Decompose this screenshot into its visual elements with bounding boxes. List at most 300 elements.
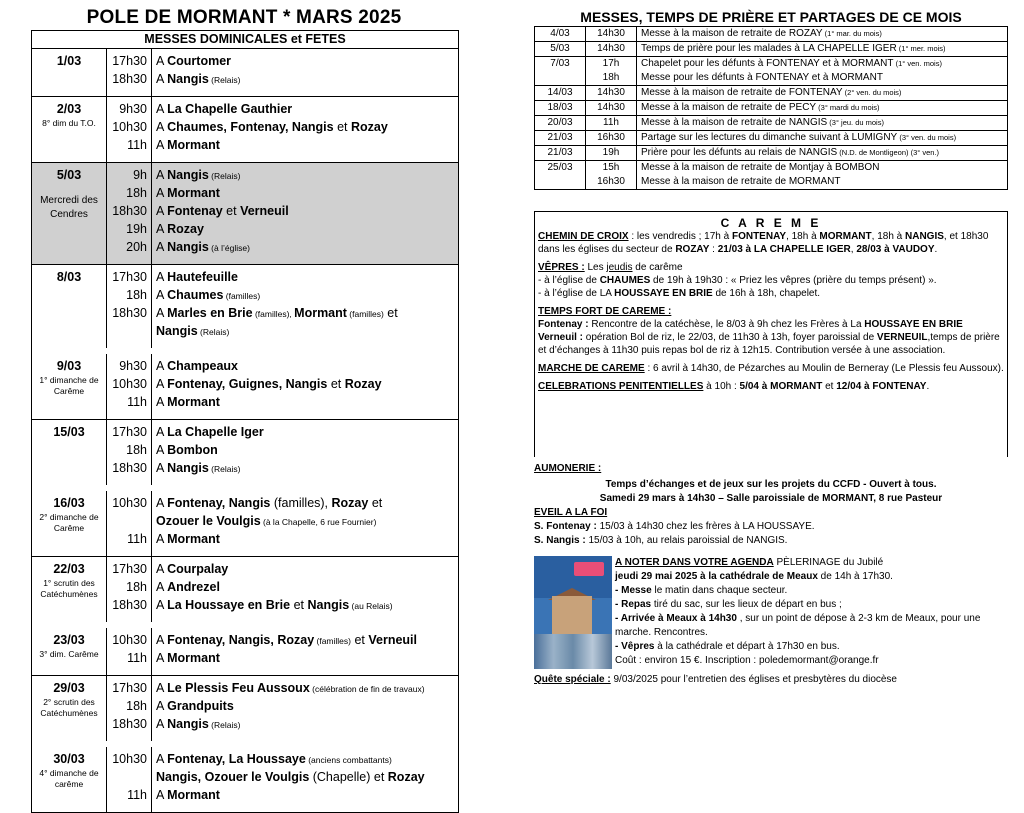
temps-fort-label: TEMPS FORT DE CAREME : — [538, 306, 672, 317]
mass-time: 18h30 — [112, 306, 147, 320]
mass-text: A — [156, 359, 168, 373]
mass-text: (Relais) — [197, 327, 230, 337]
mass-time: 18h30 — [112, 72, 147, 86]
event-row — [535, 175, 1008, 190]
agenda-items — [615, 584, 1008, 654]
mass-text: A — [156, 752, 168, 766]
mass-text: et — [383, 306, 398, 320]
eveil-label: EVEIL A LA FOI — [534, 507, 608, 518]
mass-location — [156, 649, 458, 667]
event-date: 21/03 — [535, 131, 586, 146]
mass-cell — [152, 491, 458, 556]
event-frequency: (3° ven. du mois) — [897, 133, 957, 142]
event-date: 20/03 — [535, 116, 586, 131]
date-note: 1° scrutin des Catéchumènes — [40, 578, 98, 599]
tf-fontenay-label: Fontenay : — [538, 319, 589, 330]
mass-location — [156, 750, 458, 768]
mass-text: Le Plessis Feu Aussoux — [167, 681, 310, 695]
mass-text: Fontenay, Guignes, Nangis — [167, 377, 328, 391]
event-time: 14h30 — [586, 42, 637, 57]
event-date: 25/03 — [535, 161, 586, 176]
mass-text: A — [156, 72, 168, 86]
date-number: 22/03 — [53, 562, 85, 576]
time-cell — [107, 491, 152, 556]
date-note: 8° dim du T.O. — [42, 118, 96, 128]
mass-time: 10h30 — [112, 633, 147, 647]
mass-text: Verneuil — [368, 633, 417, 647]
time-cell — [107, 557, 152, 622]
event-row — [535, 71, 1008, 86]
event-time: 14h30 — [586, 101, 637, 116]
mass-text: A — [156, 306, 168, 320]
mass-text: (Relais) — [208, 75, 241, 85]
mass-text: (Relais) — [208, 464, 241, 474]
agenda-label-b: PÈLERINAGE du Jubilé — [773, 557, 884, 568]
mass-location — [156, 202, 458, 220]
mass-text: (à la Chapelle, 6 rue Fournier) — [260, 517, 377, 527]
mass-text: A — [156, 120, 168, 134]
time-cell — [107, 49, 152, 96]
event-frequency: (2° ven. du mois) — [842, 88, 902, 97]
mass-cell — [152, 420, 458, 485]
mass-text: A — [156, 717, 168, 731]
mass-text: Nangis, Ozouer le Voulgis — [156, 770, 310, 784]
mass-text: et — [333, 120, 351, 134]
mass-text: A — [156, 288, 168, 302]
event-time: 19h — [586, 146, 637, 161]
mass-location — [156, 220, 458, 238]
mass-text: Ozouer le Voulgis — [156, 514, 261, 528]
mass-text: Fontenay — [167, 204, 223, 218]
event-description — [637, 42, 1008, 57]
celebrations — [538, 380, 1004, 393]
page-title: POLE DE MORMANT * MARS 2025 — [86, 7, 402, 28]
mass-text: A — [156, 443, 168, 457]
vepres — [538, 261, 1004, 300]
event-text: Partage sur les lectures du dimanche suivant à LUMIGNY — [641, 132, 898, 143]
date-note: 3° dim. Carême — [39, 649, 99, 659]
aumonerie-label: AUMONERIE : — [534, 463, 602, 474]
mass-text: A — [156, 102, 168, 116]
agenda-item-text: , sur un point de dépose à 2-3 km de Meaux, pour une marche. Rencontres. — [615, 613, 981, 638]
mass-text: Mormant — [167, 395, 220, 409]
date-number: 23/03 — [53, 633, 85, 647]
event-date — [535, 71, 586, 86]
mass-location — [156, 679, 458, 697]
mass-time: 18h — [126, 580, 147, 594]
event-date: 7/03 — [535, 57, 586, 72]
mass-cell — [152, 49, 458, 96]
mass-time: 11h — [127, 651, 147, 665]
date-cell — [32, 49, 107, 96]
mass-cell — [152, 557, 458, 622]
mass-location — [156, 512, 458, 530]
mass-text: La Chapelle Iger — [167, 425, 264, 439]
left-column — [31, 6, 459, 813]
mass-text: Courpalay — [167, 562, 229, 576]
mass-text: Hautefeuille — [167, 270, 238, 284]
mass-time: 18h30 — [112, 717, 147, 731]
agenda-item — [615, 612, 1008, 640]
event-description — [637, 101, 1008, 116]
mass-text: A — [156, 633, 168, 647]
mass-text: A — [156, 240, 168, 254]
event-frequency: (1° ven. mois) — [893, 59, 942, 68]
mass-location — [156, 631, 458, 649]
agenda-label: A NOTER DANS VOTRE AGENDA — [615, 557, 774, 568]
mass-text: et — [368, 496, 383, 510]
mass-text: A — [156, 788, 168, 802]
mass-location — [156, 596, 458, 614]
masses-table — [31, 30, 459, 813]
eveil-fontenay-text: 15/03 à 14h30 chez les frères à LA HOUSSAYE. — [596, 521, 815, 532]
date-cell — [32, 676, 107, 741]
masses-groups — [32, 49, 458, 812]
mass-cell — [152, 97, 458, 162]
mass-location — [156, 268, 458, 286]
mass-time: 11h — [127, 788, 147, 802]
event-text: Messe pour les défunts à FONTENAY et à MORMANT — [641, 72, 883, 83]
date-group — [32, 741, 458, 812]
date-cell — [32, 354, 107, 419]
mass-text: Fontenay, Nangis — [167, 496, 271, 510]
careme-box — [534, 211, 1008, 457]
date-note: 2° scrutin des Catéchumènes — [40, 697, 98, 718]
agenda-item-label: - Repas — [615, 599, 652, 610]
mass-location — [156, 52, 458, 70]
event-text: Messe à la maison de retraite de ROZAY — [641, 28, 823, 39]
event-description — [637, 175, 1008, 190]
agenda-item-text: tiré du sac, sur les lieux de départ en bus ; — [651, 599, 842, 610]
date-number: 30/03 — [53, 752, 85, 766]
time-cell — [107, 97, 152, 162]
vepres-line-1: - à l’église de CHAUMES de 19h à 19h30 : « Priez les vêpres (prière du temps présent) ». — [538, 275, 937, 286]
eveil-nangis-text: 15/03 à 10h, au relais paroissial de NANGIS. — [585, 535, 788, 546]
tf-verneuil-text: opération Bol de riz, le 22/03, de 11h30 à 13h, foyer paroissial de VERNEUIL,temps de prière et d’échanges à 11h30 puis repas bol de riz à 12h15. Contribution versée à une association. — [538, 332, 1000, 356]
mass-text: (familles) — [314, 636, 351, 646]
event-row — [535, 161, 1008, 176]
mass-text: (Relais) — [208, 720, 241, 730]
date-group — [32, 622, 458, 676]
event-date — [535, 175, 586, 190]
mass-time: 17h30 — [112, 681, 147, 695]
event-time: 14h30 — [586, 27, 637, 42]
mass-location — [156, 494, 458, 512]
chemin-label: CHEMIN DE CROIX — [538, 231, 629, 242]
eveil-fontenay-label: S. Fontenay : — [534, 521, 597, 532]
mass-text: (au Relais) — [349, 601, 393, 611]
mass-location — [156, 184, 458, 202]
mass-text: A — [156, 562, 168, 576]
mass-location — [156, 530, 458, 548]
quete-text: 9/03/2025 pour l’entretien des églises et presbytères du diocèse — [610, 674, 897, 685]
mass-location — [156, 375, 458, 393]
event-description — [637, 71, 1008, 86]
date-note: 2° dimanche de Carême — [39, 512, 99, 533]
event-frequency: (N.D. de Montligeon) (3° ven.) — [837, 148, 940, 157]
mass-text: Chaumes, Fontenay, Nangis — [167, 120, 334, 134]
mass-time: 11h — [127, 395, 147, 409]
date-number: 15/03 — [53, 425, 85, 439]
event-text: Messe à la maison de retraite de Montjay à BOMBON — [641, 162, 880, 173]
event-row — [535, 146, 1008, 161]
mass-time: 10h30 — [112, 377, 147, 391]
mass-text: Grandpuits — [167, 699, 234, 713]
agenda-date: jeudi 29 mai 2025 à la cathédrale de Meaux — [615, 571, 818, 582]
mass-text: (anciens combattants) — [305, 755, 392, 765]
event-row — [535, 116, 1008, 131]
agenda-item — [615, 640, 1008, 654]
mass-text: A — [156, 425, 168, 439]
date-note: Mercredi des Cendres — [40, 195, 98, 220]
agenda-item — [615, 584, 1008, 598]
temps-fort — [538, 305, 1004, 357]
mass-time: 9h30 — [119, 359, 147, 373]
mass-time: 11h — [127, 532, 147, 546]
event-description — [637, 131, 1008, 146]
mass-text: Rozay — [344, 377, 382, 391]
event-description — [637, 116, 1008, 131]
mass-location — [156, 286, 458, 304]
mass-text: (familles) — [223, 291, 261, 301]
mass-text: A — [156, 204, 168, 218]
event-row — [535, 86, 1008, 101]
mass-text: La Houssaye en Brie — [167, 598, 291, 612]
mass-text: Fontenay, La Houssaye — [167, 752, 306, 766]
mass-text: et — [350, 633, 369, 647]
vepres-label: VÊPRES : — [538, 262, 585, 273]
mass-location — [156, 238, 458, 256]
mass-text: Mormant — [167, 138, 220, 152]
pilgrimage-poster-image — [534, 556, 612, 669]
mass-time — [107, 322, 151, 340]
mass-location — [156, 393, 458, 411]
mass-text: (familles), — [252, 309, 295, 319]
celebrations-label: CELEBRATIONS PENITENTIELLES — [538, 381, 704, 392]
mass-time: 10h30 — [112, 752, 147, 766]
time-cell — [107, 676, 152, 741]
marche-text: : 6 avril à 14h30, de Pézarches au Moulin de Berneray (Le Plessis feu Aussoux). — [644, 363, 1004, 374]
mass-location — [156, 459, 458, 477]
event-frequency: (3° mardi du mois) — [816, 103, 880, 112]
agenda-block — [534, 556, 1008, 669]
time-cell — [107, 628, 152, 675]
mass-text: Champeaux — [167, 359, 238, 373]
event-row — [535, 131, 1008, 146]
mass-time: 17h30 — [112, 562, 147, 576]
mass-text: Mormant — [294, 306, 347, 320]
date-number: 1/03 — [56, 54, 82, 68]
event-date: 5/03 — [535, 42, 586, 57]
mass-location — [156, 423, 458, 441]
mass-location — [156, 697, 458, 715]
mass-location — [156, 136, 458, 154]
agenda-item-label: - Vêpres — [615, 641, 655, 652]
date-number: 29/03 — [53, 681, 85, 695]
mass-cell — [152, 676, 458, 741]
events-title: MESSES, TEMPS DE PRIÈRE ET PARTAGES DE CE MOIS — [580, 9, 962, 25]
event-time: 14h30 — [586, 86, 637, 101]
mass-location — [156, 560, 458, 578]
mass-text: Marles en Brie — [167, 306, 253, 320]
time-cell — [107, 420, 152, 485]
event-date: 14/03 — [535, 86, 586, 101]
celebrations-text: à 10h : 5/04 à MORMANT et 12/04 à FONTENAY. — [703, 381, 930, 392]
mass-time: 20h — [126, 240, 147, 254]
date-number: 9/03 — [56, 359, 82, 373]
mass-text: Fontenay, Nangis, Rozay — [167, 633, 315, 647]
mass-text: Rozay — [167, 222, 204, 236]
mass-text: A — [156, 496, 168, 510]
event-time: 16h30 — [586, 131, 637, 146]
mass-location — [156, 304, 458, 322]
mass-text: Nangis — [167, 168, 209, 182]
quete-label: Quête spéciale : — [534, 674, 611, 685]
event-time: 18h — [586, 71, 637, 86]
date-group — [32, 420, 458, 485]
mass-text: Chaumes — [167, 288, 224, 302]
mass-location — [156, 578, 458, 596]
mass-text: Mormant — [167, 788, 220, 802]
aumonerie-line-2: Samedi 29 mars à 14h30 – Salle paroissiale de MORMANT, 8 rue Pasteur — [599, 493, 943, 504]
mass-text: Andrezel — [167, 580, 220, 594]
date-cell — [32, 491, 107, 556]
mass-text: et — [327, 377, 345, 391]
date-cell — [32, 628, 107, 675]
mass-text: La Chapelle Gauthier — [167, 102, 293, 116]
time-cell — [107, 747, 152, 812]
mass-text: Mormant — [167, 532, 220, 546]
date-group — [32, 97, 458, 163]
event-description — [637, 161, 1008, 176]
mass-text: Nangis — [307, 598, 350, 612]
event-text: Messe à la maison de retraite de NANGIS — [641, 117, 828, 128]
mass-text: Rozay — [350, 120, 388, 134]
event-row — [535, 27, 1008, 42]
date-group — [32, 348, 458, 420]
date-number: 16/03 — [53, 496, 85, 510]
mass-text: A — [156, 395, 168, 409]
date-cell — [32, 420, 107, 485]
mass-time: 17h30 — [112, 270, 147, 284]
mass-text: Rozay — [387, 770, 425, 784]
vepres-a: Les — [584, 262, 607, 273]
mass-text: A — [156, 54, 168, 68]
mass-text: A — [156, 598, 168, 612]
vepres-b: de carême — [632, 262, 683, 273]
mass-text: Nangis — [167, 240, 209, 254]
mass-location — [156, 715, 458, 733]
mass-location — [156, 357, 458, 375]
event-text: Temps de prière pour les malades à LA CHAPELLE IGER — [641, 43, 897, 54]
agenda-item-label: - Arrivée à Meaux à 14h30 — [615, 613, 737, 624]
mass-location — [156, 441, 458, 459]
date-group — [32, 485, 458, 557]
date-note: 4° dimanche de carême — [39, 768, 99, 789]
mass-time: 18h30 — [112, 598, 147, 612]
mass-text: A — [156, 138, 168, 152]
mass-text: Rozay — [331, 496, 369, 510]
mass-location — [156, 100, 458, 118]
mass-location — [156, 118, 458, 136]
mass-text: (célébration de fin de travaux) — [309, 684, 425, 694]
event-time: 15h — [586, 161, 637, 176]
date-group — [32, 557, 458, 622]
mass-location — [156, 166, 458, 184]
mass-text: Mormant — [167, 651, 220, 665]
marche-label: MARCHE DE CAREME — [538, 363, 645, 374]
mass-text: Courtomer — [167, 54, 232, 68]
mass-cell — [152, 628, 458, 675]
date-group — [32, 265, 458, 348]
event-text: Prière pour les défunts au relais de NANGIS — [641, 147, 838, 158]
agenda-item-label: - Messe — [615, 585, 652, 596]
event-row — [535, 101, 1008, 116]
mass-text: A — [156, 461, 168, 475]
mass-time: 18h30 — [112, 461, 147, 475]
mass-time — [107, 512, 151, 530]
tf-verneuil-label: Verneuil : — [538, 332, 584, 343]
event-frequency: (1° mer. mois) — [896, 44, 946, 53]
date-group — [32, 163, 458, 265]
masses-table-header: MESSES DOMINICALES et FETES — [32, 31, 458, 49]
mass-time: 11h — [127, 138, 147, 152]
right-column — [534, 8, 1008, 190]
mass-text: A — [156, 681, 168, 695]
date-cell — [32, 265, 107, 348]
mass-text: et — [290, 598, 308, 612]
mass-text: (familles) — [346, 309, 384, 319]
event-date: 21/03 — [535, 146, 586, 161]
mass-time: 18h30 — [112, 204, 147, 218]
mass-text: A — [156, 651, 168, 665]
mass-text: A — [156, 377, 168, 391]
mass-time: 9h — [133, 168, 147, 182]
mass-time: 18h — [126, 699, 147, 713]
mass-time: 18h — [126, 443, 147, 457]
mass-cell — [152, 747, 458, 812]
mass-location — [156, 786, 458, 804]
event-row — [535, 57, 1008, 72]
tf-fontenay-text: Rencontre de la catéchèse, le 8/03 à 9h chez les Frères à La HOUSSAYE EN BRIE — [588, 319, 963, 330]
chemin-text: : les vendredis ; 17h à FONTENAY, 18h à MORMANT, 18h à NANGIS, et 18h30 dans les églises du secteur de ROZAY : 21/03 à LA CHAPELLE IGER, 28/03 à VAUDOY. — [538, 231, 989, 255]
vepres-line-2: - à l’église de LA HOUSSAYE EN BRIE de 16h à 18h, chapelet. — [538, 288, 821, 299]
date-cell — [32, 747, 107, 812]
mass-location — [156, 768, 458, 786]
date-cell — [32, 557, 107, 622]
date-number: 2/03 — [56, 102, 82, 116]
date-group — [32, 676, 458, 741]
mass-text: Nangis — [167, 72, 209, 86]
mass-text: A — [156, 580, 168, 594]
event-time: 17h — [586, 57, 637, 72]
event-date: 18/03 — [535, 101, 586, 116]
mass-time: 9h30 — [119, 102, 147, 116]
mass-time: 17h30 — [112, 54, 147, 68]
event-description — [637, 57, 1008, 72]
event-text: Messe à la maison de retraite de FONTENAY — [641, 87, 843, 98]
date-number: 5/03 — [56, 168, 82, 182]
agenda-cout: Coût : environ 15 €. Inscription : poledemormant@orange.fr — [615, 655, 879, 666]
bottom-section — [534, 462, 1008, 687]
mass-cell — [152, 163, 458, 264]
mass-text: A — [156, 186, 168, 200]
event-time: 11h — [586, 116, 637, 131]
mass-time: 17h30 — [112, 425, 147, 439]
mass-time: 19h — [126, 222, 147, 236]
mass-text: Mormant — [167, 186, 220, 200]
event-time: 16h30 — [586, 175, 637, 190]
